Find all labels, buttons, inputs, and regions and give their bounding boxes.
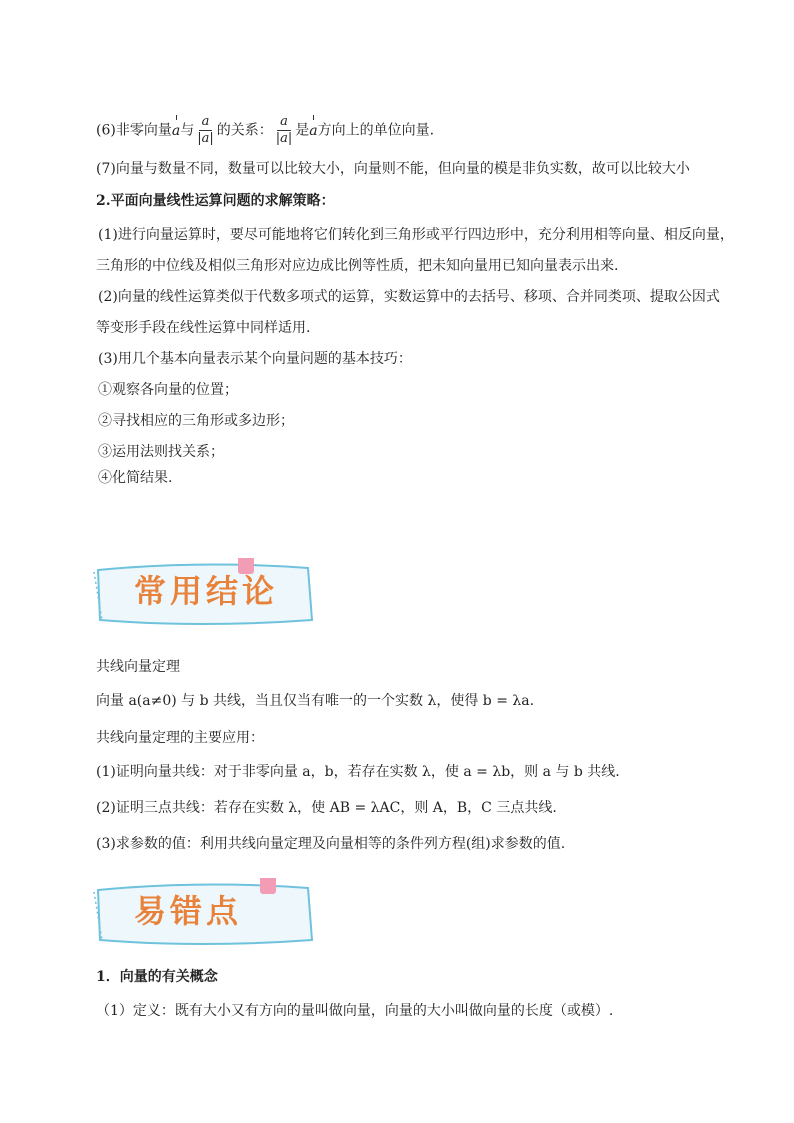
fraction-numerator: a [199, 114, 213, 131]
fraction-numerator: a [277, 114, 291, 131]
application-1: (1)证明向量共线：对于非零向量 a，b，若存在实数 λ，使 a = λb，则 a 与 b 共线. [96, 764, 620, 780]
step-4: ④化简结果. [98, 470, 173, 486]
strategy-3: (3)用几个基本向量表示某个向量问题的基本技巧： [98, 351, 412, 367]
item-6-prefix: (6)非零向量 [96, 122, 172, 139]
strategy-2-line-2: 等变形手段在线性运算中同样适用. [96, 320, 311, 336]
banner-pitfalls [90, 878, 315, 942]
collinear-theorem: 向量 a(a≠0) 与 b 共线，当且仅当有唯一的一个实数 λ，使得 b = λa. [96, 693, 535, 709]
item-6-suffix: 方向上的单位向量. [317, 122, 435, 139]
fraction-denominator: |a| [197, 131, 214, 146]
item-7: (7)向量与数量不同，数量可以比较大小，向量则不能，但向量的模是非负实数，故可以比较大小 [96, 161, 690, 177]
item-6-relation: 的关系： [216, 122, 273, 139]
pitfall-definition: （1）定义：既有大小又有方向的量叫做向量，向量的大小叫做向量的长度（或模）. [96, 1003, 614, 1019]
step-2: ②寻找相应的三角形或多边形； [98, 413, 294, 429]
strategy-1-line-1: (1)进行向量运算时，要尽可能地将它们转化到三角形或平行四边形中，充分利用相等向量、相反向量， [98, 227, 734, 243]
pitfall-heading-1: 1．向量的有关概念 [96, 969, 218, 985]
unit-fraction-2 [275, 114, 294, 147]
application-2: (2)证明三点共线：若存在实数 λ，使 AB = λAC，则 A，B，C 三点共线. [96, 800, 557, 816]
strategy-1-line-2: 三角形的中位线及相似三角形对应边成比例等性质，把未知向量用已知向量表示出来. [96, 258, 619, 274]
item-6-is: 是 [295, 122, 310, 139]
applications-heading: 共线向量定理的主要应用： [96, 730, 264, 746]
strategy-2-line-1: (2)向量的线性运算类似于代数多项式的运算，实数运算中的去括号、移项、合并同类项、提取公因式 [98, 289, 720, 305]
vector-a: a [309, 122, 318, 139]
step-3: ③运用法则找关系； [98, 444, 224, 460]
unit-fraction [196, 114, 215, 147]
banner-conclusions [90, 558, 315, 622]
item-6-with: 与 [180, 122, 195, 139]
step-1: ①观察各向量的位置； [98, 382, 238, 398]
fraction-denominator: |a| [275, 131, 293, 146]
banner-pitfalls-text: 易错点 [134, 892, 243, 930]
item-6 [96, 114, 434, 147]
vector-a: a [171, 122, 181, 139]
banner-conclusions-text: 常用结论 [134, 572, 279, 610]
section-heading-2: 2.平面向量线性运算问题的求解策略： [96, 193, 335, 209]
application-3: (3)求参数的值：利用共线向量定理及向量相等的条件列方程(组)求参数的值. [96, 836, 566, 852]
conclusions-title: 共线向量定理 [96, 659, 180, 675]
